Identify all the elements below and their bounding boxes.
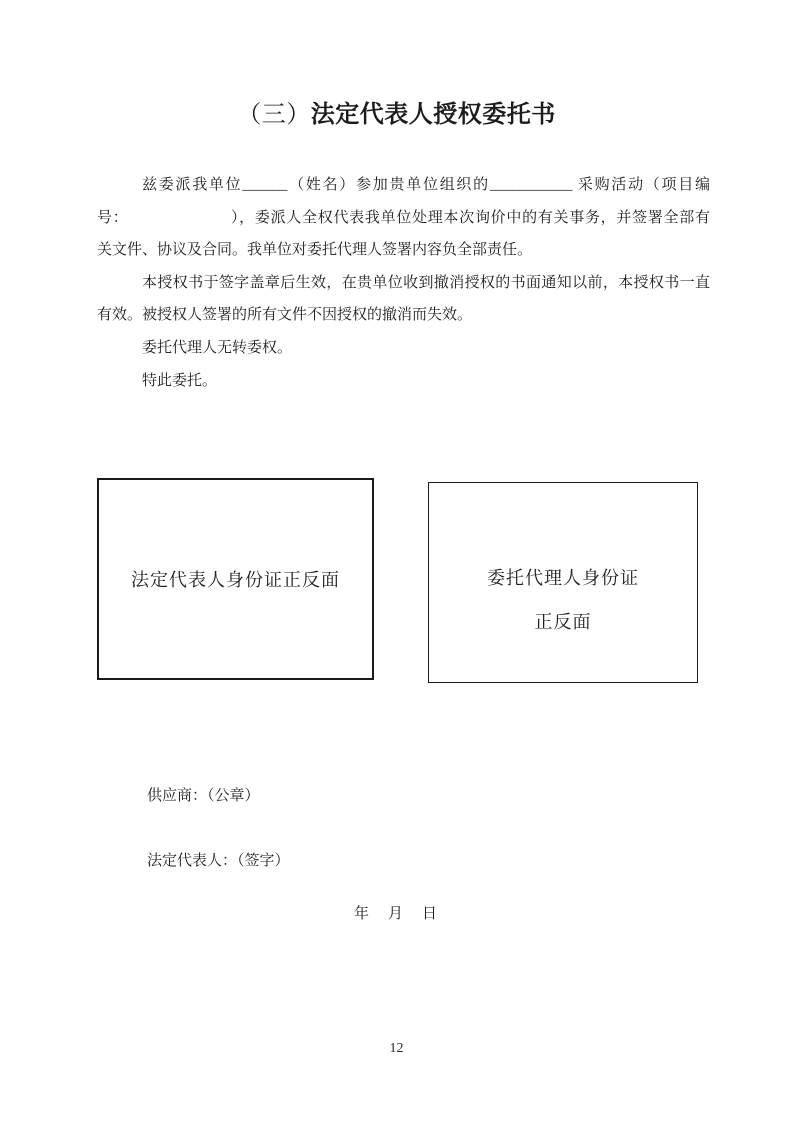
title-text: 法定代表人授权委托书 (310, 102, 556, 128)
body-line-1: 兹委派我单位______（姓名）参加贵单位组织的___________ 采购活动（项目编 (142, 177, 710, 193)
body-line-2: 号： ），委派人全权代表我单位处理本次询价中的有关事务，并签署全部有 (97, 209, 710, 226)
date-line: 年 月 日 (353, 906, 439, 922)
body-line-5: 有效。被授权人签署的所有文件不因授权的撤消而失效。 (97, 307, 473, 324)
title-section-number: （三） (237, 102, 311, 128)
legal-rep-signature-line: 法定代表人：（签字） (147, 853, 290, 869)
authorization-body (97, 169, 710, 397)
agent-id-placeholder-box (428, 482, 698, 683)
body-line-7: 特此委托。 (142, 372, 218, 389)
page-title (0, 97, 793, 133)
legal-rep-id-label: 法定代表人身份证正反面 (131, 570, 340, 590)
body-line-4: 本授权书于签字盖章后生效，在贵单位收到撤消授权的书面通知以前，本授权书一直 (142, 274, 710, 291)
agent-id-label-line2: 正反面 (534, 612, 592, 632)
supplier-seal-line: 供应商：（公章） (147, 788, 260, 804)
agent-id-label-line1: 委托代理人身份证 (487, 568, 639, 588)
body-line-6: 委托代理人无转委权。 (142, 339, 293, 356)
page-number: 12 (389, 1041, 404, 1056)
legal-rep-id-placeholder-box (97, 478, 374, 680)
body-line-3: 关文件、协议及合同。我单位对委托代理人签署内容负全部责任。 (97, 242, 533, 259)
